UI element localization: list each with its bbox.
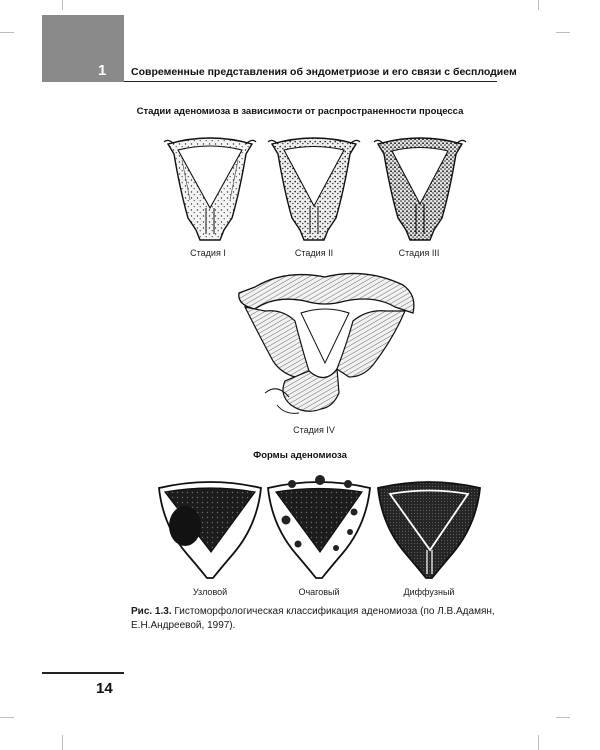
- stages-title: Стадии аденомиоза в зависимости от распространенности процесса: [136, 106, 464, 117]
- focal-form-label: Очаговый: [298, 587, 340, 597]
- caption-text: Гистоморфологическая классификация аденомиоза (по Л.В.Адамян, Е.Н.Андреевой, 1997).: [131, 606, 495, 631]
- nodular-form-illustration: [155, 470, 265, 582]
- stage-2-label: Стадия II: [294, 248, 334, 258]
- crop-mark: [0, 32, 14, 33]
- header-rule: [124, 81, 497, 82]
- running-title: Современные представления об эндометриозе и его связи с бесплодием: [131, 66, 517, 78]
- crop-mark: [62, 0, 63, 10]
- figure-caption: [131, 605, 501, 633]
- uterus-stage-2-illustration: [264, 130, 364, 242]
- nodular-form-label: Узловой: [192, 587, 228, 597]
- crop-mark: [0, 717, 14, 718]
- crop-mark: [538, 735, 539, 750]
- focal-form-illustration: [264, 470, 374, 582]
- crop-mark: [62, 735, 63, 750]
- diffuse-form-label: Диффузный: [403, 587, 455, 597]
- stage-3-label: Стадия III: [398, 248, 440, 258]
- chapter-number: 1: [98, 62, 107, 79]
- uterus-stage-1-illustration: [160, 130, 260, 242]
- crop-mark: [556, 32, 570, 33]
- crop-mark: [538, 0, 539, 10]
- uterus-stage-4-illustration: [225, 265, 425, 423]
- diffuse-form-illustration: [374, 470, 484, 582]
- footer-rule: [42, 672, 124, 674]
- stage-1-label: Стадия I: [190, 248, 226, 258]
- stage-4-label: Стадия IV: [293, 425, 335, 435]
- forms-title: Формы аденомиоза: [253, 450, 347, 461]
- uterus-stage-3-illustration: [370, 130, 470, 242]
- page-number: 14: [96, 680, 113, 697]
- chapter-tab: [42, 15, 124, 82]
- crop-mark: [556, 717, 570, 718]
- caption-label: Рис. 1.3.: [131, 606, 172, 617]
